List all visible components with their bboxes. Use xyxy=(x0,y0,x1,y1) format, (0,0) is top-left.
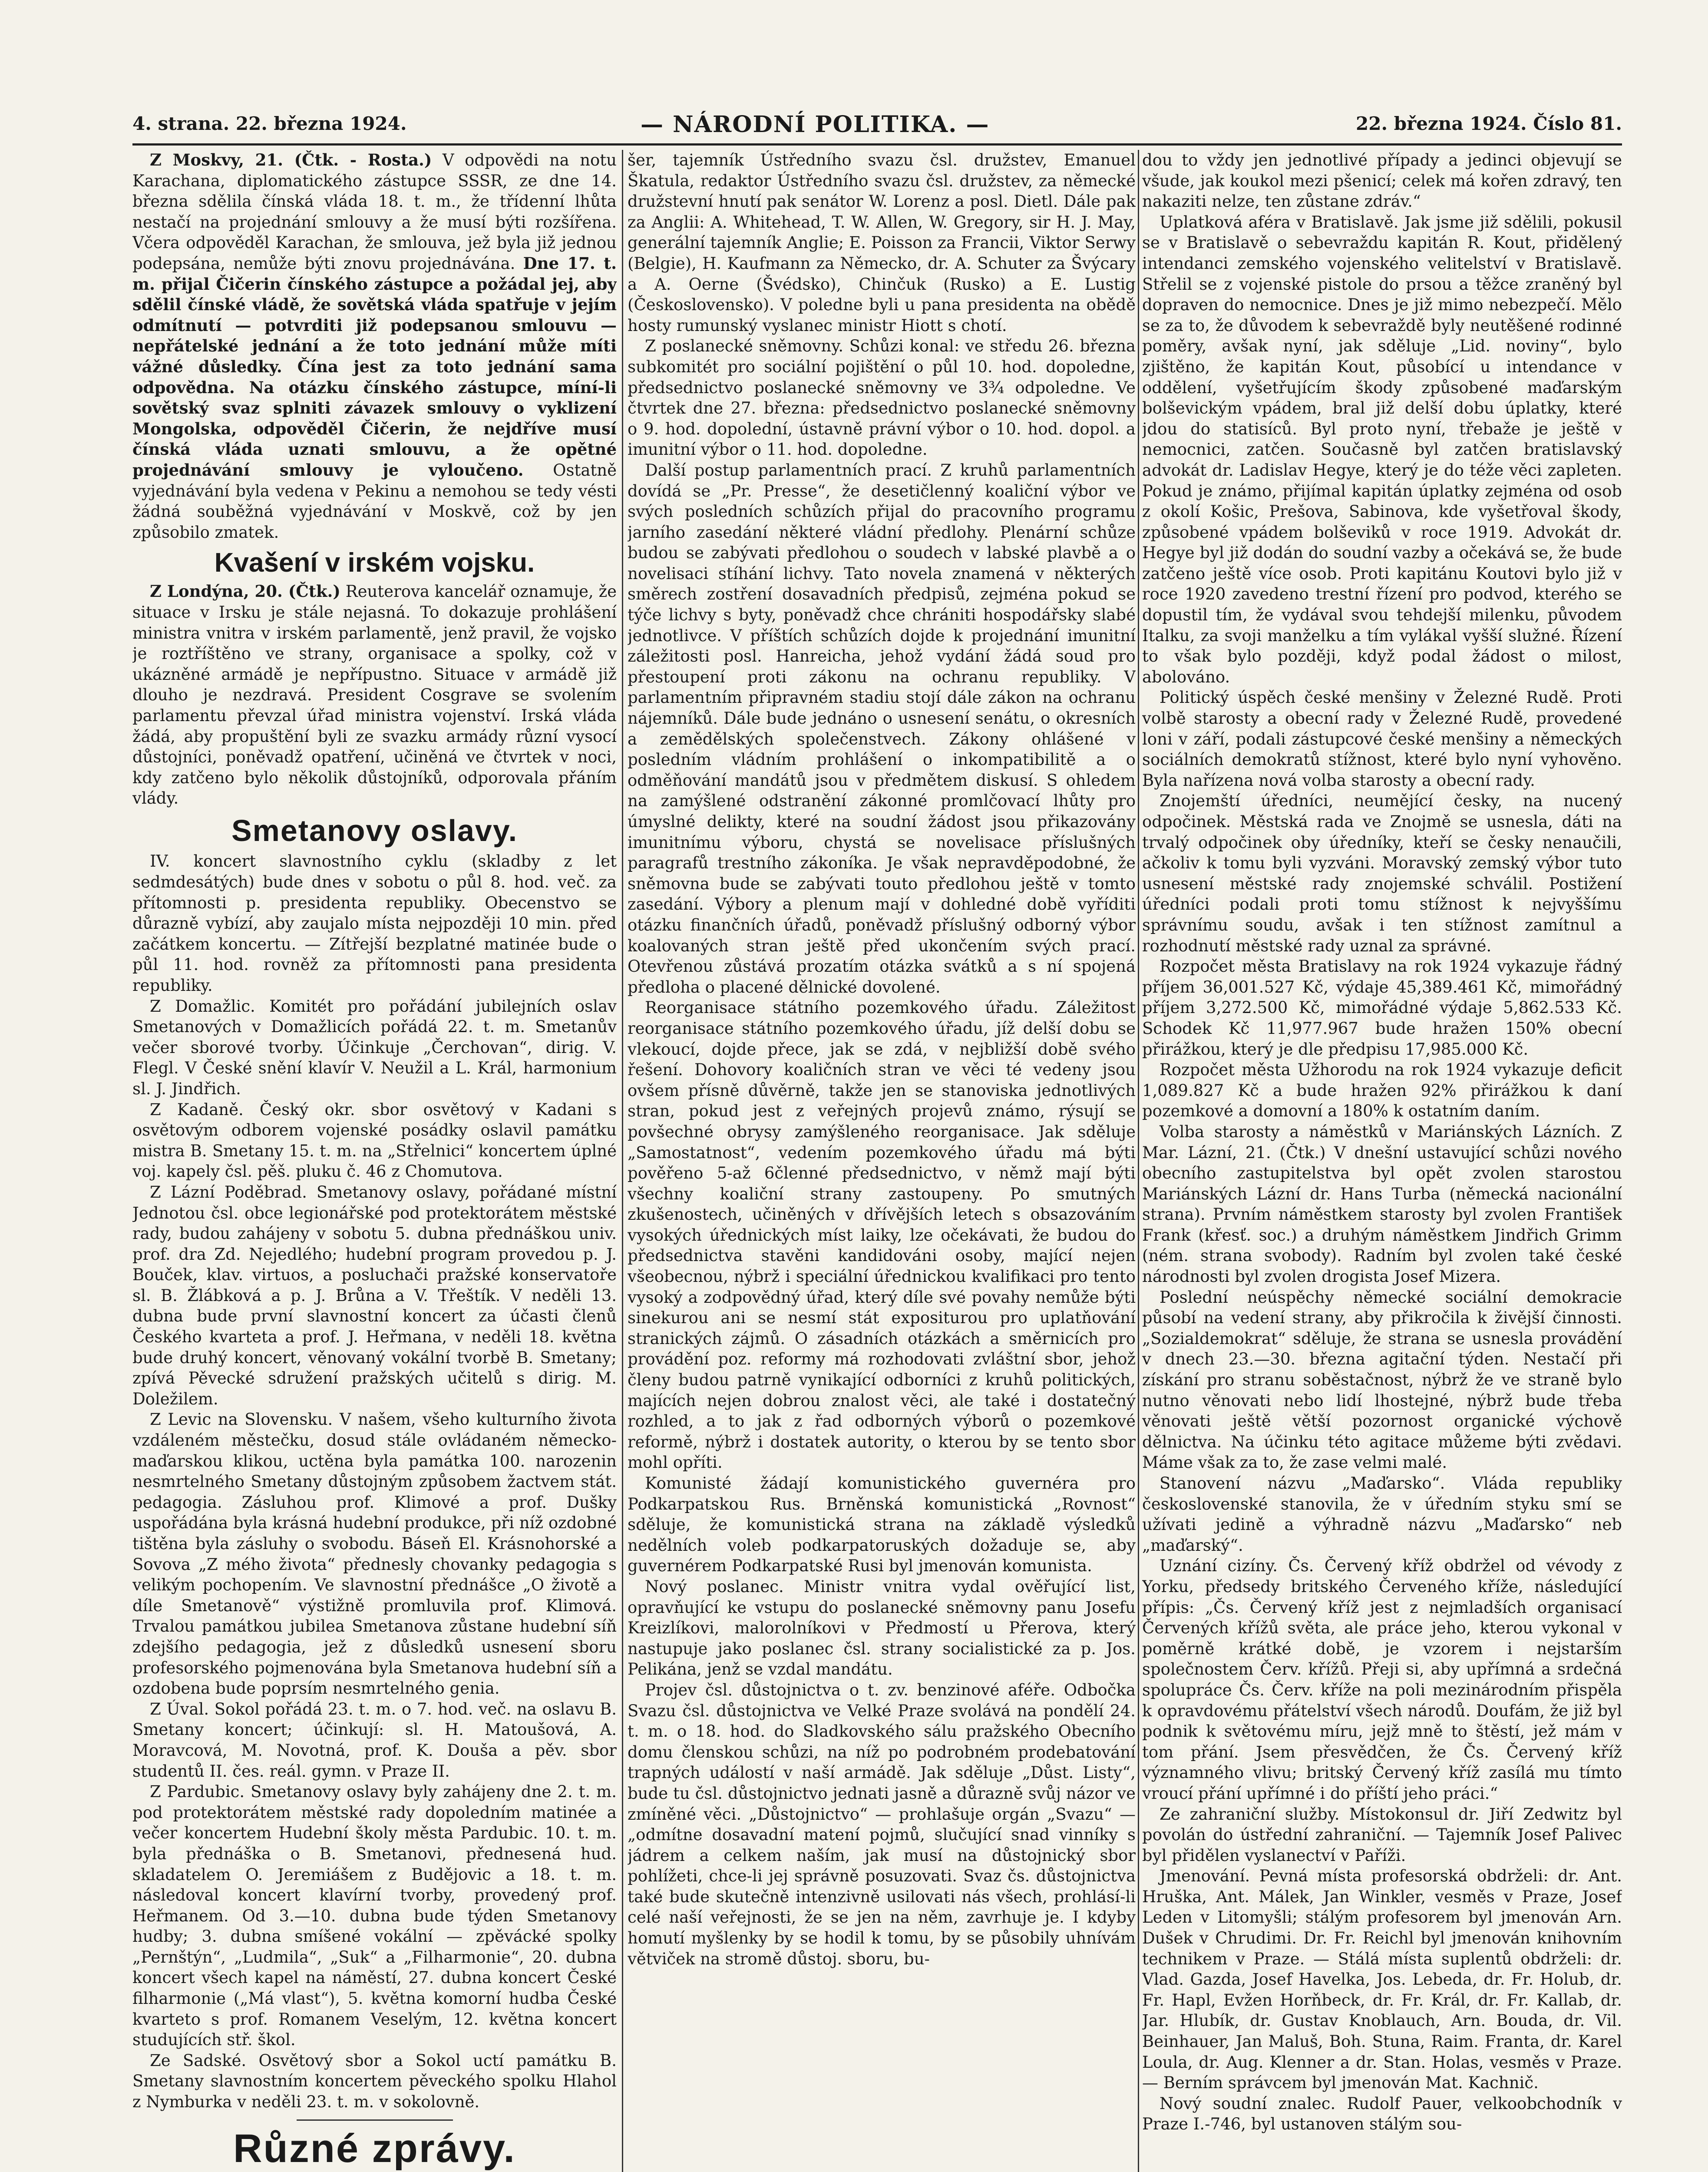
smetana-paragraph: Z Levic na Slovensku. V našem, všeho kulturního života vzdáleném městečku, dosud stále ovládaném německo-maďarskou klikou, uctěna byla památka 100. narozenin nesmrtelného Smetany důstojným způsobem žactvem stát. pedagogia. Zásluhou prof. Klimové a prof. Dušky uspořádána byla krásná hudební produkce, při níž ozdobné tištěna byla zásluhy o svobodu. Báseň El. Krásnohorské a Sovova „Z mého života“ přednesly chovanky pedagogia s velikým pochopením. Ve slavnostní přednášce „O životě a díle Smetanově“ výstižně promluvila prof. Klimová. Trvalou památkou jubilea Smetanova zůstane hudební síň zdejšího pedagogia, jež z důsledků usnesení sboru profesorského pojmenována byla Smetanova hudební síň a ozdobena bude poprsím nesmrtelného genia. xyxy=(132,1410,617,1698)
news-paragraph: Nový poslanec. Ministr vnitra vydal ověřující list, opravňující ke vstupu do poslanecké sněmovny panu Josefu Kreizlíkovi, malorolníkovi v Předmostí u Přerova, který nastupuje jako poslanec čsl. strany socialistické za p. Jos. Pelikána, jenž se vzdal mandátu. xyxy=(628,1577,1136,1679)
news-paragraph: Z poslanecké sněmovny. Schůzi konal: ve středu 26. března subkomitét pro sociální pojištění o půl 10. hod. dopoledne, předsednictvo poslanecké sněmovny ve 3¾ odpoledne. Ve čtvrtek dne 27. března: předsednictvo poslanecké sněmovny o 9. hod. dopolední, ústavně právní výbor o 10. hod. dopol. a imunitní výbor o 11. hod. dopoledne. xyxy=(628,337,1136,459)
article-moskva xyxy=(132,150,617,543)
article-text: Ostatně vyjednávání byla vedena v Pekinu a nemohou se tedy vésti žádná souběžná vyjednávání v Moskvě, což by jen způsobilo zmatek. xyxy=(132,460,617,542)
masthead-title: — NÁRODNÍ POLITIKA. — xyxy=(641,111,990,138)
headline-smetana: Smetanovy oslavy. xyxy=(231,813,518,848)
smetana-paragraph: Z Úval. Sokol pořádá 23. t. m. o 7. hod. več. na oslavu B. Smetany koncert; účinkují: sl. H. Matoušová, A. Moravcová, M. Novotná, prof. K. Douša a pěv. sbor studentů II. čes. reál. gymn. v Praze II. xyxy=(132,1699,617,1781)
dateline: Z Moskvy, 21. (Čtk. - Rosta.) xyxy=(150,150,432,169)
news-paragraph: Uznání cizíny. Čs. Červený kříž obdržel od vévody z Yorku, předsedy britského Červeného kříže, následující přípis: „Čs. Červený kříž jest z nejmladších organisací Červených křížů světa, ale práce jeho, kterou vykonal v poměrně krátké době, je vzorem i nejstarším společnostem Červ. křížů. Přeji si, aby upřímná a srdečná spolupráce Čs. Červ. kříže na poli mezinárodním přispěla k opravdovému přátelství všech národů. Doufám, že již byl podnik k světovému míru, jejž mně to štěstí, jež mám v tom přání. Jsem přesvědčen, že Čs. Červený kříž významného vlivu; britský Červený kříž zasílá mu tímto vroucí přání upřímné i do příští jeho práci.“ xyxy=(1142,1556,1622,1803)
article-text: V odpovědi na notu Karachana, diplomatického zástupce SSSR, ze dne 14. března sdělila čínská vláda 18. t. m., že třídenní lhůta nestačí na projednání smlouvy a že musí býti rozšířena. Včera odpověděl Karachan, že smlouva, jež byla již jednou podepsána, nemůže býti znovu projednávána. xyxy=(132,151,617,273)
smetana-paragraph: Z Domažlic. Komitét pro pořádání jubilejních oslav Smetanových v Domažlicích pořádá 22. t. m. Smetanův večer sborové tvorby. Účinkuje „Čerchovan“, dirig. V. Flegl. V České snění klavír V. Neužil a L. Král, harmonium sl. J. Jindřich. xyxy=(132,997,617,1098)
news-paragraph: Rozpočet města Bratislavy na rok 1924 vykazuje řádný příjem 36,001.527 Kč, výdaje 45,389.461 Kč, mimořádný příjem 3,272.500 Kč, mimořádné výdaje 5,862.533 Kč. Schodek Kč 11,977.967 bude hražen 150% obecní přirážkou, který je dle předpisu 17,985.000 Kč. xyxy=(1142,957,1622,1059)
news-paragraph: Znojemští úředníci, neumějící česky, na nucený odpočinek. Městská rada ve Znojmě se usnesla, dáti na trvalý odpočinek oby úředníky, kteří se česky nenaučili, ačkoliv k tomu byli vyzváni. Moravský zemský výbor tuto usnesení městské rady znojemské schválil. Postižení úředníci podali proti tomu stížnost k nejvyššímu správnímu soudu, avšak i ten stížnost zamítnul a rozhodnutí městské rady uznal za správné. xyxy=(1142,791,1622,955)
headline-ruzne-zpravy: Různé zprávy. xyxy=(233,2126,516,2171)
smetana-paragraph: Ze Sadské. Osvětový sbor a Sokol uctí památku B. Smetany slavnostním koncertem pěveckého spolku Hlahol z Nymburka v neděli 23. t. m. v sokolovně. xyxy=(132,2051,617,2112)
dateline: Z Londýna, 20. (Čtk.) xyxy=(150,582,340,601)
smetana-paragraph: Z Pardubic. Smetanovy oslavy byly zahájeny dne 2. t. m. pod protektorátem městské rady dopoledním matinée a večer koncertem Hudební školy města Pardubic. 10. t. m. byla přednáška o B. Smetanovi, přednesená hud. skladatelem O. Jeremiášem z Budějovic a 18. t. m. následoval koncert klavírní tvorby, provedený prof. Heřmanem. Od 3.—10. dubna bude týden Smetanovy hudby; 3. dubna smíšené vokální — zpěvácké spolky „Pernštýn“, „Ludmila“, „Suk“ a „Filharmonie“, 20. dubna koncert všech kapel na náměstí, 27. dubna koncert České filharmonie („Má vlast“), 5. května komorní hudba České kvarteto s prof. Romanem Veselým, 12. května koncert studujících stř. škol. xyxy=(132,1782,617,2049)
news-paragraph: Ze zahraniční služby. Místokonsul dr. Jiří Zedwitz byl povolán do ústřední zahraniční. — Tajemník Josef Palivec byl přidělen vyslanectví v Paříži. xyxy=(1142,1804,1622,1865)
smetana-paragraph: IV. koncert slavnostního cyklu (skladby z let sedmdesátých) bude dnes v sobotu o půl 8. hod. več. za přítomnosti p. presidenta republiky. Obecenstvo se důrazně vybízí, aby zaujalo místa nejpozději 10 min. před začátkem koncertu. — Zítřejší bezplatné matinée bude o půl 11. hod. rovněž za přítomnosti pana presidenta republiky. xyxy=(132,852,617,995)
headline-irsko: Kvašení v irském vojsku. xyxy=(214,548,535,578)
section-divider xyxy=(297,2119,453,2121)
news-paragraph: Jmenování. Pevná místa profesorská obdrželi: dr. Ant. Hruška, Ant. Málek, Jan Winkler, vesměs v Praze, Josef Leden v Litomyšli; stálým profesorem byl jmenován Arn. Dušek v Chrudimi. Dr. Fr. Reichl byl jmenován knihovním technikem v Praze. — Stálá místa suplentů obdrželi: dr. Vlad. Gazda, Josef Havelka, Jos. Lebeda, dr. Fr. Holub, dr. Fr. Hapl, Evžen Horňbeck, dr. Fr. Král, dr. Fr. Kallab, dr. Jar. Hlubík, dr. Gustav Knoblauch, Arn. Bouda, dr. Vil. Beinhauer, Jan Maluš, Boh. Stuna, Raim. Franta, dr. Karel Loula, dr. Aug. Klenner a dr. Stan. Holas, vesměs v Praze. — Berním správcem byl jmenován Mat. Kachnič. xyxy=(1142,1867,1622,2093)
header-page-date: 4. strana. 22. března 1924. xyxy=(132,113,407,134)
column-divider xyxy=(1138,150,1139,2172)
news-paragraph: Volba starosty a náměstků v Mariánských Lázních. Z Mar. Lázní, 21. (Čtk.) V dnešní ustavující schůzi nového obecního zastupitelstva byl opět zvolen starostou Mariánských Lázní dr. Hans Turba (německá nacionální strana). Prvním náměstkem starosty byl zvolen František Frank (křesť. soc.) a druhým náměstkem Jindřich Grimm (ném. strana svobody). Radním byl zvolen také české národnosti byl zvolen drogista Josef Mizera. xyxy=(1142,1122,1622,1286)
news-paragraph: Rozpočet města Užhorodu na rok 1924 vykazuje deficit 1,089.827 Kč a bude hražen 92% přirážkou k daní pozemkové a domovní a 180% k ostatním daním. xyxy=(1142,1060,1622,1121)
news-paragraph: Komunisté žádají komunistického guvernéra pro Podkarpatskou Rus. Brněnská komunistická „Rovnost“ sděluje, že komunistická strana na základě výsledků nedělních voleb podkarpatoruských dožaduje se, aby guvernérem Podkarpatské Rusi byl jmenován komunista. xyxy=(628,1474,1136,1576)
column-divider xyxy=(622,150,623,2172)
news-paragraph: Poslední neúspěchy německé sociální demokracie působí na vedení strany, aby přikročila k živější činnosti. „Sozialdemokrat“ sděluje, že strana se usnesla provádění v dnech 23.—30. března agitační týden. Nestačí při získání pro stranu soběstačnost, nýbrž že ve straně bylo nutno věnovati nebo lidí lhostejné, nýbrž bude třeba věnovati ještě větší pozornost organické výchově dělnictva. Na účinku této agitace můžeme býti zvědavi. Máme však za to, že zase velmi malé. xyxy=(1142,1288,1622,1472)
column-2 xyxy=(628,150,1136,2172)
news-paragraph: Stanovení názvu „Maďarsko“. Vláda republiky československé stanovila, že v úředním styku smí se užívati jedině a výhradně názvu „Maďarsko“ neb „maďarský“. xyxy=(1142,1474,1622,1555)
smetana-paragraph: Z Lázní Poděbrad. Smetanovy oslavy, pořádané místní Jednotou čsl. obce legionářské pod protektorátem městské rady, budou zahájeny v sobotu 5. dubna přednáškou univ. prof. dra Zd. Nejedlého; hudební program provedou p. J. Bouček, klav. virtuos, a posluchači pražské konservatoře sl. B. Žlábková a p. J. Brůna a V. Třeštík. V neděli 13. dubna bude první slavnostní koncert za účasti členů Českého kvarteta a prof. J. Heřmana, v neděli 18. května bude druhý koncert, věnovaný vokální tvorbě B. Smetany; zpívá Pěvecké sdružení pražských učitelů s dirig. M. Doležilem. xyxy=(132,1182,617,1408)
news-paragraph: Nový soudní znalec. Rudolf Pauer, velkoobchodník v Praze I.-746, byl ustanoven stálým sou- xyxy=(1142,2094,1622,2134)
news-paragraph: Další postup parlamentních prací. Z kruhů parlamentních dovídá se „Pr. Presse“, že desetičlenný koaliční výbor ve svých posledních schůzích přijal do pracovního programu jarního zasedání některé vládní předlohy. Plenární schůze budou se zabývati předlohou o soudech v labské plavbě a o novelisaci stíhání lichvy. Tato novela znamená v některých směrech zostření dosavadních předpisů, zejména pokud se týče lichvy s byty, poněvadž chce chrániti hospodářsky slabé jednotlivce. V příštích schůzích dojde k projednání imunitní záležitosti posl. Hanreicha, jehož vydání žádá soud pro přestoupení proti zákonu na ochranu republiky. V parlamentním připravném stadiu stojí dále zákon na ochranu nájemníků. Dále bude jednáno o usnesení senátu, o okresních a zemědělských společenstvech. Zákony ohlášené v posledním vládním prohlášení o inkompatibilitě a o odměňování mandátů jsou v předmětem diskusí. S ohledem na zamýšlené odstranění zákonné promlčovací lhůty pro úmyslné delikty, které na soudní žádost jsou přikazovány imunitnímu výboru, chystá se novelisace příslušných paragrafů trestního zákoníka. Je však nepravděpodobné, že sněmovna bude se zabývati touto předlohou ještě v tomto zasedání. Výbory a plenum mají v dohledné době vyříditi otázku finančních úřadů, poněvadž příslušný odborný výbor koalovaných stran ještě před ukončením svých prací. Otevřenou zůstává prozatím otázka svátků a s ní spojená předloha o placené dělnické dovolené. xyxy=(628,460,1136,997)
news-paragraph: šer, tajemník Ústředního svazu čsl. družstev, Emanuel Škatula, redaktor Ústředního svazu čsl. družstev, za německé družstevní hnutí pak senátor W. Lorenz a posl. Dietl. Dále pak za Anglii: A. Whitehead, T. W. Allen, W. Gregory, sir H. J. May, generální tajemník Anglie; E. Poisson za Francii, Viktor Serwy (Belgie), H. Kaufmann za Německo, dr. A. Schuter za Švýcary a A. Oerne (Švédsko), Chinčuk (Rusko) a E. Lustig (Československo). V poledne byli u pana presidenta na obědě hosty rumunský vyslanec ministr Hiott s chotí. xyxy=(628,151,1136,335)
column-1 xyxy=(132,150,617,2172)
smetana-paragraph: Z Kadaně. Český okr. sbor osvětový v Kadani s osvětovým odborem vojenské posádky oslavil památku mistra B. Smetany 15. t. m. na „Střelnici“ koncertem úplné voj. kapely čsl. pěš. pluku č. 46 z Chomutova. xyxy=(132,1100,617,1181)
header-issue-number: 22. března 1924. Číslo 81. xyxy=(1356,113,1622,134)
news-paragraph: Uplatková aféra v Bratislavě. Jak jsme již sdělili, pokusil se v Bratislavě o sebevraždu kapitán R. Kout, přidělený intendanci zemského vojenského velitelství v Bratislavě. Střelil se z vojenské pistole do prsou a těžce zraněný byl dopraven do nemocnice. Dnes je již mimo nebezpečí. Mělo se za to, že důvodem k sebevraždě byly neutěšené rodinné poměry, avšak nyní, jak sděluje „Lid. noviny“, bylo zjištěno, že kapitán Kout, působící u intendance v oddělení, vyšetřujícím škody způsobené maďarským bolševickým vpádem, bral již delší dobu úplatky, které jdou do statisíců. Byl proto nyní, třebaže je ještě v nemocnici, zatčen. Současně byl zatčen bratislavský advokát dr. Ladislav Hegye, který je do téže věci zapleten. Pokud je známo, přijímal kapitán úplatky zejména od osob z okolí Košic, Prešova, Sabinova, kde vyšetřoval škody, způsobené vpádem bolševiků v roce 1919. Advokát dr. Hegye byl již dodán do soudní vazby a očekává se, že bude zatčeno ještě více osob. Proti kapitánu Koutovi bylo již v roce 1920 zavedeno trestní řízení pro podvod, kterého se dopustil tím, že vydával svou tehdejší milenku, původem Italku, za svoji manželku a tím vylákal vyšší služné. Řízení to však bylo později, když podal žádost o milost, abolováno. xyxy=(1142,212,1622,686)
article-irsko xyxy=(132,581,617,809)
page-header xyxy=(132,113,1622,146)
news-paragraph: Projev čsl. důstojnictva o t. zv. benzinové aféře. Odbočka Svazu čsl. důstojnictva ve Velké Praze svolává na pondělí 24. t. m. o 18. hod. do Sladkovského sálu pražského Obecního domu členskou schůzi, na níž po podrobném prodebatování trapných událostí v naší armádě. Jak sděluje „Důst. Listy“, bude tu čsl. důstojnictvo jednati jasně a důrazně svůj názor ve zmíněné věci. „Důstojnictvo“ — prohlašuje orgán „Svazu“ — „odmítne dosavadní matení pojmů, slučující snad vinníky s jádrem a celkem naším, jak musí na důstojnický sbor pohlížeti, chce-li jej správně posuzovati. Svaz čs. důstojnictva také bude skutečně intenzivně usilovati nás všech, prohlásí-li celé naší veřejnosti, že se jen na něm, zavrhuje je. I kdyby homutí myšlenky by se hodil k tomu, by se působily uhnívám větviček na stromě důstoj. sboru, bu- xyxy=(628,1680,1136,1968)
news-paragraph: Politický úspěch české menšiny v Železné Rudě. Proti volbě starosty a obecní rady v Železné Rudě, provedené loni v září, podali zástupcové české menšiny a německých sociálních demokratů stížnost, které bylo nyní vyhověno. Byla nařízena nová volba starosty a obecní rady. xyxy=(1142,688,1622,790)
article-text: Reuterova kancelář oznamuje, že situace v Irsku je stále nejasná. To dokazuje prohlášení ministra vnitra v irském parlamentě, jenž pravil, že vojsko je roztříštěno ve strany, organisace a spolky, což v ukázněné armádě je nepřípustno. Situace v armádě již dlouho je nezdravá. President Cosgrave se svolením parlamentu převzal úřad ministra vojenství. Irská vláda žádá, aby propuštění byli ze svazku armády různí vysocí důstojníci, poněvadž opatření, učiněná ve čtvrtek v noci, kdy zatčeno bylo několik důstojníků, odporovala přáním vlády. xyxy=(132,582,617,808)
article-text-bold: Dne 17. t. m. přijal Čičerin čínského zástupce a požádal jej, aby sdělil čínské vládě, že sovětská vláda spatřuje v jejím odmítnutí — potvrditi již podepsanou smlouvu — nepřátelské jednání a že toto jednání může míti vážné důsledky. Čína jest za toto jednání sama odpovědna. Na otázku čínského zástupce, míní-li sovětský svaz splniti závazek smlouvy o vyklizení Mongolska, odpověděl Čičerin, že nejdříve musí čínská vláda uznati smlouvu, a že opětné projednávání smlouvy je vyloučeno. xyxy=(132,253,617,480)
news-paragraph: Reorganisace státního pozemkového úřadu. Záležitost reorganisace státního pozemkového úřadu, jíž delší dobu se vlekoucí, dojde přece, jak se zdá, v nejbližší době svého řešení. Dohovory koaličních stran ve věci té vedeny jsou ovšem přísně důvěrně, takže jen se stanoviska jednotlivých stran, pokud jest z veřejných projevů známo, rýsují se povšechné obrysy zamýšleného reorganisace. Jak sděluje „Samostatnost“, vedením pozemkového úřadu má býti pověřeno 5-až 6členné předsednictvo, v němž mají býti všechny koaliční strany zastoupeny. Po smutných zkušenostech, učiněných v dřívějších letech s obsazováním vysokých úřednických míst laiky, lze očekávati, že budou do předsednictva stavěni kandidováni osoby, mající nejen všeobecnou, nýbrž i speciální úřednickou kvalifikaci pro tento vysoký a zodpovědný úřad, který díle své povahy nemůže býti sinekurou ani se nesmí stát expositurou pro uplatňování stranických zájmů. O zásadních otázkách a směrnicích pro provádění poz. reformy má rozhodovati zvláštní sbor, jehož členy budou patrně vynikající odborníci z kruhů politických, majících nejen dobrou znalost věci, ale také i dostatečný rozhled, a to jak z řad odborných výborů o pozemkové reformě, nýbrž i dostatek autority, o kterou by se tento sbor mohl opříti. xyxy=(628,998,1136,1472)
column-3 xyxy=(1142,150,1622,2172)
news-paragraph: dou to vždy jen jednotlivé případy a jedinci objevují se všude, jak koukol mezi pšenicí; celek má kořen zdravý, ten nakaziti nelze, ten zůstane zdráv.“ xyxy=(1142,151,1622,211)
